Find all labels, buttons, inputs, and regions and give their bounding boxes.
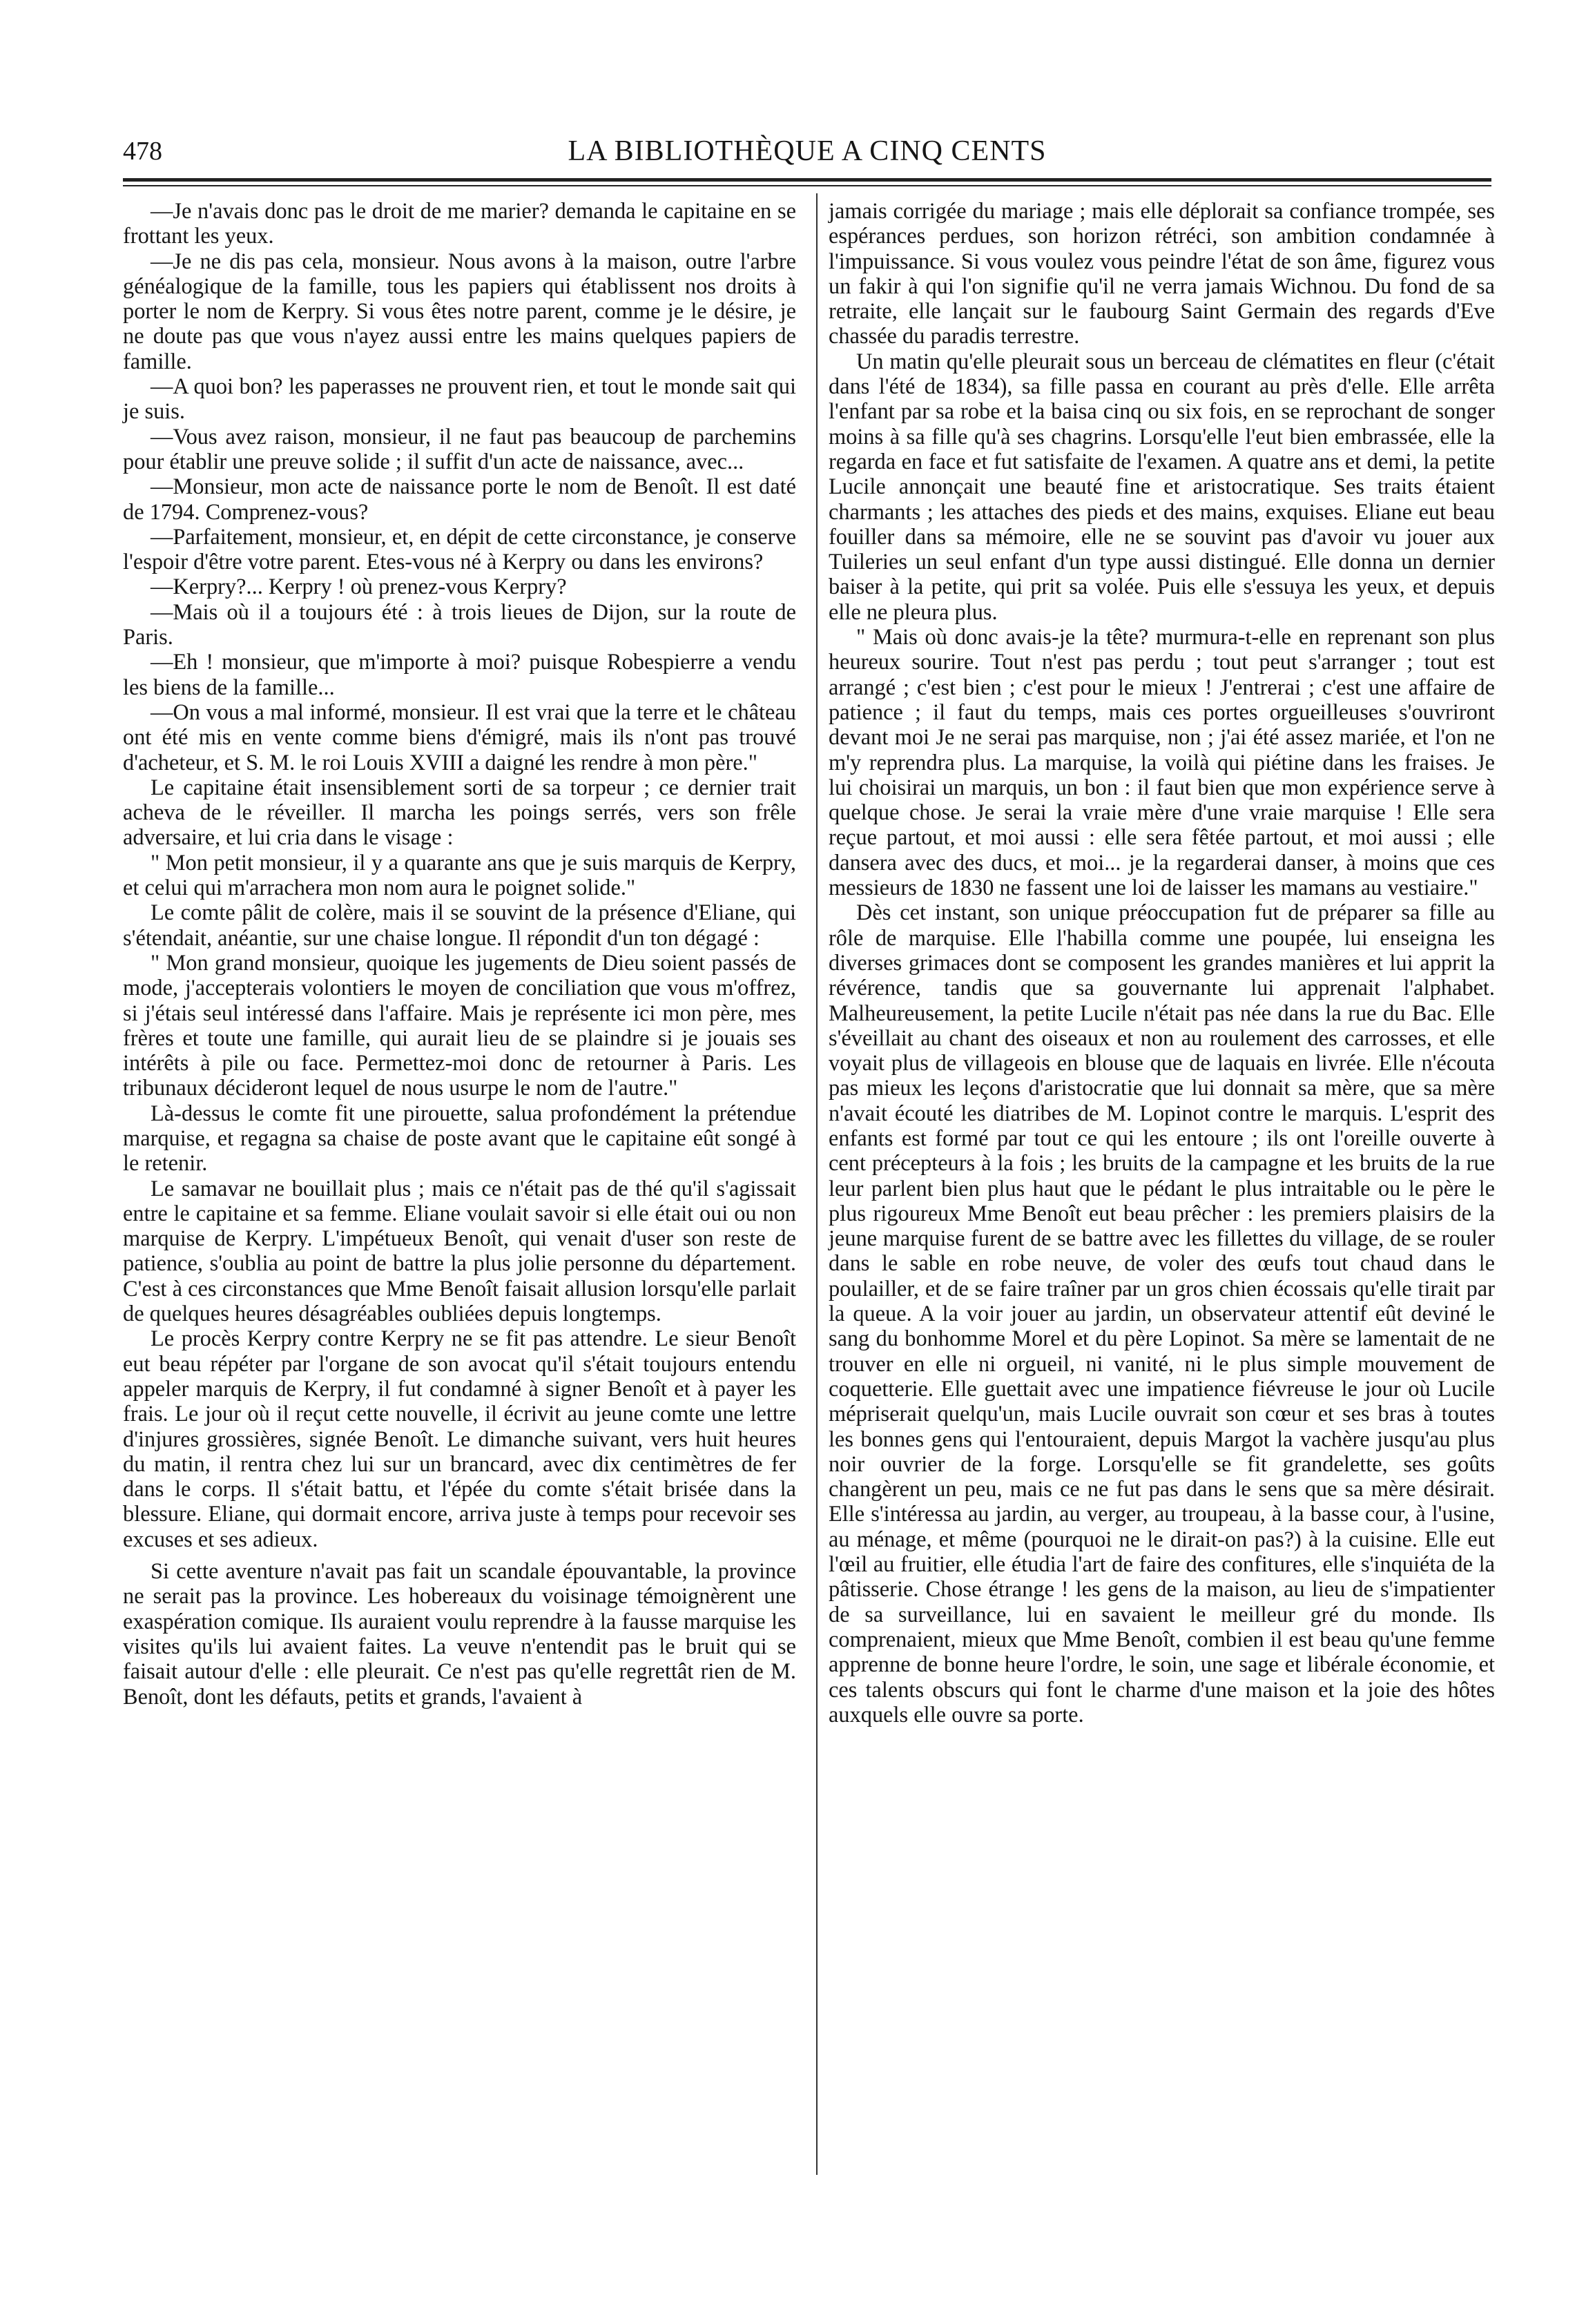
paragraph: —Parfaitement, monsieur, et, en dépit de cette circonstance, je conserve l'espoir d'être votre parent. Etes-vous né à Kerpry ou dans les environs? xyxy=(123,524,796,575)
paragraph: Dès cet instant, son unique préoccupation fut de préparer sa fille au rôle de marquise. Elle l'habilla comme une poupée, lui enseigna les diverses grimaces dont se composent les grandes manières et lui apprit la révérence, tandis que sa gouvernante lui apprenait l'alphabet. Malheureusement, la petite Lucile n'était pas née dans la rue du Bac. Elle s'éveillait au chant des oiseaux et non au roulement des carrosses, et elle voyait plus de villageois en blouse que de laquais en livrée. Elle n'écouta pas mieux les leçons d'aristocratie que lui donnait sa mère, que sa mère n'avait écouté les diatribes de M. Lopinot contre le marquis. L'esprit des enfants est formé par tout ce qui les entoure ; ils ont l'oreille ouverte à cent précepteurs à la fois ; les bruits de la campagne et les bruits de la rue leur parlent bien plus haut que le pédant le plus intraitable ou le père le plus rigoureux Mme Benoît eut beau prêcher : les premiers plaisirs de la jeune marquise furent de se battre avec les fillettes du village, de se rouler dans le sable en robe neuve, de voler des œufs tout chaud dans le poulailler, et de se faire traîner par un gros chien écossais qu'elle tirait par la queue. A la voir jouer au jardin, un observateur attentif eût deviné le sang du bonhomme Morel et du père Lopinot. Sa mère se lamentait de ne trouver en elle ni orgueil, ni vanité, ni le plus simple mouvement de coquetterie. Elle guettait avec une impatience fiévreuse le jour où Lucile mépriserait quelqu'un, mais Lucile ouvrait son cœur et ses bras à toutes les bonnes gens qui l'entouraient, depuis Margot la vachère jusqu'au plus noir ouvrier de la forge. Lorsqu'elle se fit grandelette, ses goûts changèrent un peu, mais ce ne fut pas dans le sens que sa mère désirait. Elle s'intéressa au jardin, au verger, au troupeau, à la basse cour, à l'usine, au ménage, et même (pourquoi ne le dirait-on pas?) à la cuisine. Elle eut l'œil au fruitier, elle étudia l'art de faire des confitures, elle s'inquiéta de la pâtisserie. Chose étrange ! les gens de la maison, au lieu de s'impatienter de sa surveillance, lui en savaient le meilleur gré du monde. Ils comprenaient, mieux que Mme Benoît, combien il est beau qu'une femme apprenne de bonne heure l'ordre, le soin, une sage et libérale économie, et ces talents obscurs qui font le charme d'une maison et la joie des hôtes auxquels elle ouvre sa porte. xyxy=(829,900,1495,1727)
paragraph: —Kerpry?... Kerpry ! où prenez-vous Kerpry? xyxy=(151,574,567,600)
paragraph: Un matin qu'elle pleurait sous un berceau de clématites en fleur (c'était dans l'été de 1834), sa fille passa en courant au près d'elle. Elle arrêta l'enfant par sa robe et la baisa cinq ou six fois, en se reprochant de songer moins à sa fille qu'à ses chagrins. Lorsqu'elle l'eut bien embrassée, elle la regarda en face et fut satisfaite de l'examen. A quatre ans et demi, la petite Lucile annonçait une beauté fine et aristocratique. Ses traits étaient charmants ; les attaches des pieds et des mains, exquises. Eliane eut beau fouiller dans sa mémoire, elle ne se souvint pas d'avoir vu jouer aux Tuileries un seul enfant d'un type aussi distingué. Elle donna un dernier baiser à la petite, qui prit sa volée. Puis elle s'essuya les yeux, et depuis elle ne pleura plus. xyxy=(829,349,1495,625)
paragraph: Le comte pâlit de colère, mais il se souvint de la présence d'Eliane, qui s'étendait, anéantie, sur une chaise longue. Il répondit d'un ton dégagé : xyxy=(123,900,796,951)
paragraph: " Mon grand monsieur, quoique les jugements de Dieu soient passés de mode, j'accepterais volontiers le moyen de conciliation que vous m'offrez, si j'étais seul intéressé dans l'affaire. Mais je représente ici mon père, mes frères et toute une famille, qui aurait lieu de se plaindre si je jouais ses intérêts à pile ou face. Permettez-moi donc de retourner à Paris. Les tribunaux décideront lequel de nous usurpe le nom de l'autre." xyxy=(123,950,796,1101)
left-column xyxy=(123,199,796,1710)
header-rule-thick xyxy=(123,178,1491,182)
header-rule-thin xyxy=(123,185,1491,186)
paragraph: Le procès Kerpry contre Kerpry ne se fit pas attendre. Le sieur Benoît eut beau répéter par l'organe de son avocat qu'il s'était toujours entendu appeler marquis de Kerpry, il fut condamné à signer Benoît et à payer les frais. Le jour où il reçut cette nouvelle, il écrivit au jeune comte une lettre d'injures grossières, signée Benoît. Le dimanche suivant, vers huit heures du matin, il rentra chez lui sur un brancard, avec dix centimètres de fer dans le corps. Il s'était battu, et l'épée du comte s'était brisée dans la blessure. Eliane, qui dormait encore, arriva juste à temps pour recevoir ses excuses et ses adieux. xyxy=(123,1326,796,1552)
paragraph: Si cette aventure n'avait pas fait un scandale épouvantable, la province ne serait pas la province. Les hobereaux du voisinage témoignèrent une exaspération comique. Ils auraient voulu reprendre à la fausse marquise les visites qu'ils lui avaient faites. La veuve n'entendit pas le bruit qui se faisait autour d'elle : elle pleurait. Ce n'est pas qu'elle regrettât rien de M. Benoît, dont les défauts, petits et grands, l'avaient à xyxy=(123,1559,796,1710)
paragraph: —Vous avez raison, monsieur, il ne faut pas beaucoup de parchemins pour établir une preuve solide ; il suffit d'un acte de naissance, avec... xyxy=(123,424,796,474)
paragraph: Là-dessus le comte fit une pirouette, salua profondément la prétendue marquise, et regagna sa chaise de poste avant que le capitaine eût songé à le retenir. xyxy=(123,1101,796,1176)
paragraph: —A quoi bon? les paperasses ne prouvent rien, et tout le monde sait qui je suis. xyxy=(123,374,796,425)
paragraph: —Je ne dis pas cela, monsieur. Nous avons à la maison, outre l'arbre généalogique de la famille, tous les papiers qui établissent nos droits à porter le nom de Kerpry. Si vous êtes notre parent, comme je le désire, je ne doute pas que vous n'ayez aussi entre les mains quelques papiers de famille. xyxy=(123,249,796,374)
paragraph: —On vous a mal informé, monsieur. Il est vrai que la terre et le château ont été mis en vente comme biens d'émigré, mais ils n'ont pas trouvé d'acheteur, et S. M. le roi Louis XVIII a daigné les rendre à mon père." xyxy=(123,699,796,775)
paragraph: " Mon petit monsieur, il y a quarante ans que je suis marquis de Kerpry, et celui qui m'arrachera mon nom aura le poignet solide." xyxy=(123,850,796,901)
paragraph: Le samavar ne bouillait plus ; mais ce n'était pas de thé qu'il s'agissait entre le capitaine et sa femme. Eliane voulait savoir si elle était oui ou non marquise de Kerpry. L'impétueux Benoît, qui venait d'user son reste de patience, s'oublia au point de battre la plus jolie personne du département. C'est à ces circonstances que Mme Benoît faisait allusion lorsqu'elle parlait de quelques heures désagréables oubliées depuis longtemps. xyxy=(123,1176,796,1327)
paragraph: —Mais où il a toujours été : à trois lieues de Dijon, sur la route de Paris. xyxy=(123,599,796,650)
running-title: LA BIBLIOTHÈQUE A CINQ CENTS xyxy=(568,135,1047,167)
paragraph: " Mais où donc avais-je la tête? murmura-t-elle en reprenant son plus heureux sourire. Tout n'est pas perdu ; tout peut s'arranger ; tout est arrangé ; c'est bien ; c'est pour le mieux ! J'entrerai ; c'est une affaire de patience ; il faut du temps, mais ces portes orgueilleuses s'ouvriront devant moi Je ne serai pas marquise, non ; j'ai été assez mariée, et l'on ne m'y reprendra plus. La marquise, la voilà qui piétine dans les fraises. Je lui choisirai un marquis, un bon : il faut bien que mon expérience serve à quelque chose. Je serai la vraie mère d'une vraie marquise ! Elle sera reçue partout, et moi aussi : elle sera fêtée partout, et moi aussi ; elle dansera avec des ducs, et moi... je la regarderai danser, à moins que ces messieurs de 1830 ne fassent une loi de laisser les mamans au vestiaire." xyxy=(829,625,1495,901)
paragraph: —Eh ! monsieur, que m'importe à moi? puisque Robespierre a vendu les biens de la famille... xyxy=(123,650,796,700)
page-number: 478 xyxy=(123,137,162,166)
paragraph: —Monsieur, mon acte de naissance porte le nom de Benoît. Il est daté de 1794. Comprenez-vous? xyxy=(123,474,796,525)
right-column xyxy=(829,199,1495,1727)
paragraph: jamais corrigée du mariage ; mais elle déplorait sa confiance trompée, ses espérances perdues, son horizon rétréci, son ambition condamnée à l'impuissance. Si vous voulez vous peindre l'état de son âme, figurez vous un fakir à qui l'on signifie qu'il ne verra jamais Wichnou. Du fond de sa retraite, elle lançait sur le faubourg Saint Germain des regards d'Eve chassée du paradis terrestre. xyxy=(829,199,1495,349)
paragraph: Le capitaine était insensiblement sorti de sa torpeur ; ce dernier trait acheva de le réveiller. Il marcha les poings serrés, vers son frêle adversaire, et lui cria dans le visage : xyxy=(123,775,796,851)
paragraph: —Je n'avais donc pas le droit de me marier? demanda le capitaine en se frottant les yeux. xyxy=(123,199,796,249)
column-divider xyxy=(816,193,818,2175)
page-header xyxy=(123,135,1491,176)
